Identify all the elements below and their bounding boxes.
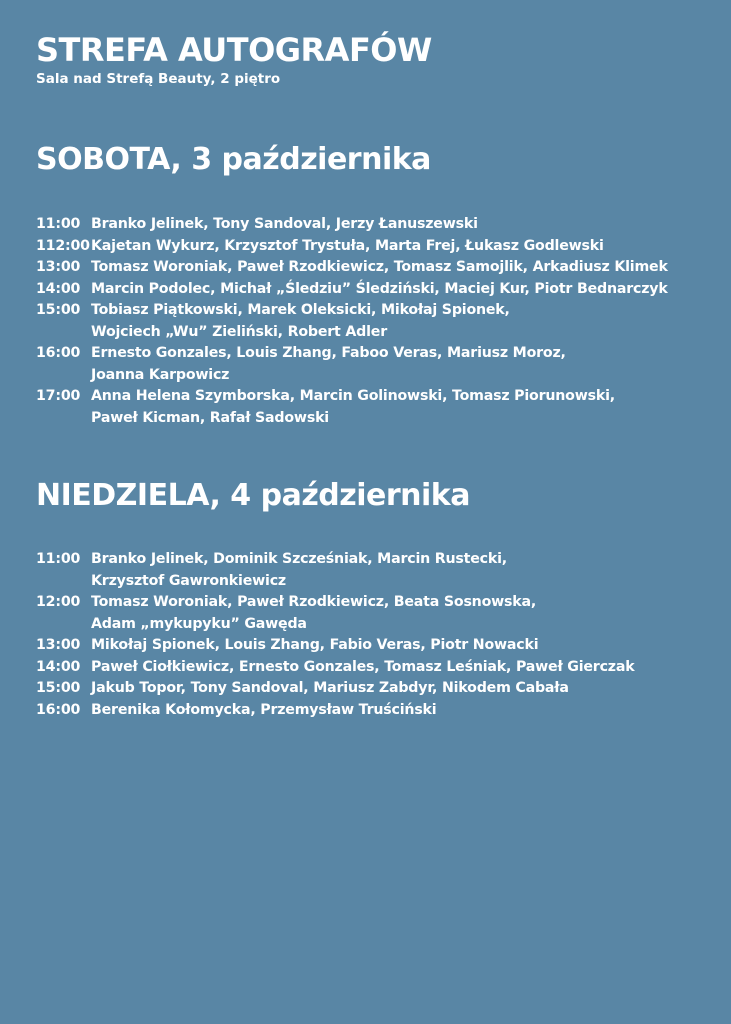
slot-names — [91, 236, 716, 258]
schedule-row — [36, 343, 716, 386]
names-line: Marcin Podolec, Michał „Śledziu” Śledziński, Maciej Kur, Piotr Bednarczyk — [91, 280, 668, 297]
slot-names — [91, 386, 716, 429]
slot-time: 15:00 — [36, 302, 81, 318]
saturday-heading: SOBOTA, 3 października — [36, 142, 431, 177]
slot-time: 16:00 — [36, 345, 81, 361]
names-line: Wojciech „Wu” Zieliński, Robert Adler — [91, 323, 388, 340]
slot-names — [91, 657, 716, 679]
names-line: Ernesto Gonzales, Louis Zhang, Faboo Veras, Mariusz Moroz, — [91, 345, 566, 361]
slot-names — [91, 214, 716, 236]
saturday-schedule — [36, 214, 716, 429]
slot-time: 13:00 — [36, 259, 81, 275]
slot-names — [91, 343, 716, 386]
schedule-row — [36, 386, 716, 429]
schedule-row — [36, 300, 716, 343]
slot-names — [91, 700, 716, 722]
names-line: Paweł Kicman, Rafał Sadowski — [91, 409, 329, 426]
slot-names — [91, 257, 716, 279]
schedule-row — [36, 257, 716, 279]
slot-time: 11:00 — [36, 551, 81, 567]
names-line: Mikołaj Spionek, Louis Zhang, Fabio Veras, Piotr Nowacki — [91, 637, 539, 653]
slot-names — [91, 678, 716, 700]
schedule-row — [36, 592, 716, 635]
schedule-row — [36, 279, 716, 301]
schedule-row — [36, 700, 716, 722]
slot-time: 11:00 — [36, 216, 81, 232]
slot-names — [91, 549, 716, 592]
names-line: Berenika Kołomycka, Przemysław Truściński — [91, 701, 437, 718]
schedule-row — [36, 549, 716, 592]
sunday-heading: NIEDZIELA, 4 października — [36, 478, 470, 513]
schedule-row — [36, 214, 716, 236]
names-line: Kajetan Wykurz, Krzysztof Trystuła, Marta Frej, Łukasz Godlewski — [91, 237, 604, 254]
names-line: Tobiasz Piątkowski, Marek Oleksicki, Mikołaj Spionek, — [91, 302, 510, 318]
names-line: Branko Jelinek, Tony Sandoval, Jerzy Łanuszewski — [91, 216, 478, 232]
slot-time: 16:00 — [36, 701, 81, 718]
names-line: Krzysztof Gawronkiewicz — [91, 572, 286, 589]
names-line: Tomasz Woroniak, Paweł Rzodkiewicz, Tomasz Samojlik, Arkadiusz Klimek — [91, 259, 668, 275]
names-line: Jakub Topor, Tony Sandoval, Mariusz Zabdyr, Nikodem Cabała — [91, 680, 569, 696]
names-line: Branko Jelinek, Dominik Szcześniak, Marcin Rustecki, — [91, 551, 507, 567]
slot-time: 14:00 — [36, 658, 81, 675]
names-line: Joanna Karpowicz — [91, 366, 230, 383]
slot-names — [91, 300, 716, 343]
slot-names — [91, 592, 716, 635]
slot-names — [91, 635, 716, 657]
names-line: Paweł Ciołkiewicz, Ernesto Gonzales, Tomasz Leśniak, Paweł Gierczak — [91, 658, 635, 675]
slot-time: 17:00 — [36, 388, 81, 404]
page-title: STREFA AUTOGRAFÓW — [36, 31, 432, 69]
names-line: Anna Helena Szymborska, Marcin Golinowski, Tomasz Piorunowski, — [91, 388, 615, 404]
page-subtitle: Sala nad Strefą Beauty, 2 piętro — [36, 71, 281, 87]
schedule-row — [36, 678, 716, 700]
slot-time: 13:00 — [36, 637, 81, 653]
names-line: Adam „mykupyku” Gawęda — [91, 615, 307, 632]
schedule-row — [36, 236, 716, 258]
schedule-row — [36, 657, 716, 679]
sunday-schedule — [36, 549, 716, 721]
slot-time: 112:00 — [36, 237, 90, 254]
schedule-row — [36, 635, 716, 657]
names-line: Tomasz Woroniak, Paweł Rzodkiewicz, Beata Sosnowska, — [91, 594, 537, 610]
slot-time: 14:00 — [36, 280, 81, 297]
slot-names — [91, 279, 716, 301]
slot-time: 15:00 — [36, 680, 81, 696]
slot-time: 12:00 — [36, 594, 81, 610]
